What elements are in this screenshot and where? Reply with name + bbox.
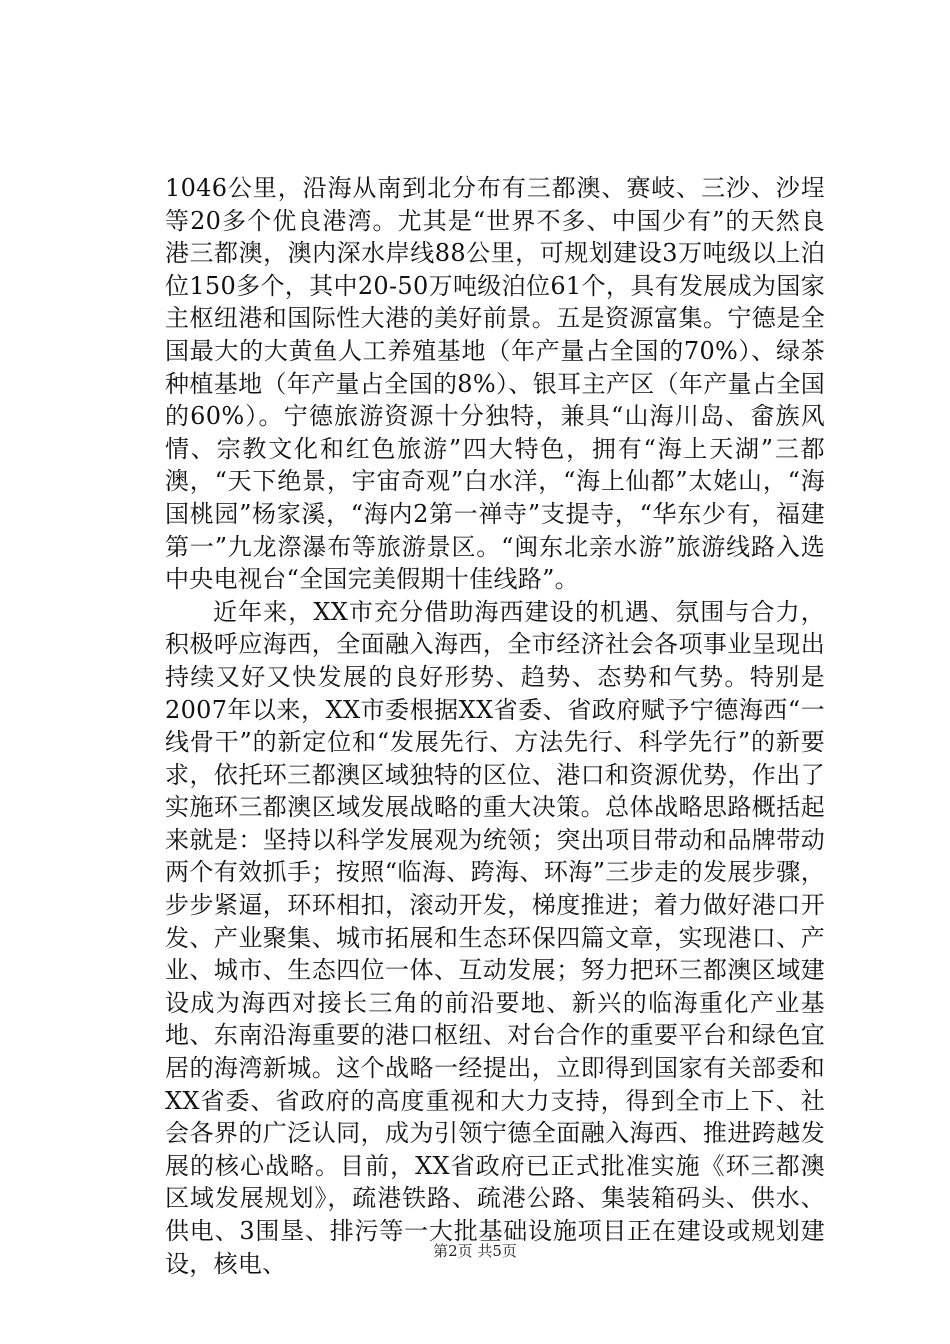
paragraph-2: 近年来，XX市充分借助海西建设的机遇、氛围与合力，积极呼应海西，全面融入海西，全市经济社会各项事业呈现出持续又好又快发展的良好形势、趋势、态势和气势。特别是2007年以来，XX市委根据XX省委、省政府赋予宁德海西“一线骨干”的新定位和“发展先行、方法先行、科学先行”的新要求，依托环三都澳区域独特的区位、港口和资源优势，作出了实施环三都澳区域发展战略的重大决策。总体战略思路概括起来就是：坚持以科学发展观为统领；突出项目带动和品牌带动两个有效抓手；按照“临海、跨海、环海”三步走的发展步骤，步步紧逼，环环相扣，滚动开发，梯度推进；着力做好港口开发、产业聚集、城市拓展和生态环保四篇文章，实现港口、产业、城市、生态四位一体、互动发展；努力把环三都澳区域建设成为海西对接长三角的前沿要地、新兴的临海重化产业基地、东南沿海重要的港口枢纽、对台合作的重要平台和绿色宜居的海湾新城。这个战略一经提出，立即得到国家有关部委和XX省委、省政府的高度重视和大力支持，得到全市上下、社会各界的广泛认同，成为引领宁德全面融入海西、推进跨越发展的核心战略。目前，XX省政府已正式批准实施《环三都澳区域发展规划》，疏港铁路、疏港公路、集装箱码头、供水、供电、3围垦、排污等一大批基础设施项目正在建设或规划建设，核电、 bbox=[165, 597, 825, 1278]
page-footer: 第2页 共5页 bbox=[433, 1242, 517, 1260]
paragraph-1: 1046公里，沿海从南到北分布有三都澳、赛岐、三沙、沙埕等20多个优良港湾。尤其是“世界不多、中国少有”的天然良港三都澳，澳内深水岸线88公里，可规划建设3万吨级以上泊位150多个，其中20-50万吨级泊位61个，具有发展成为国家主枢纽港和国际性大港的美好前景。五是资源富集。宁德是全国最大的大黄鱼人工养殖基地（年产量占全国的70%）、绿茶种植基地（年产量占全国的8%）、银耳主产区（年产量占全国的60%）。宁德旅游资源十分独特，兼具“山海川岛、畲族风情、宗教文化和红色旅游”四大特色，拥有“海上天湖”三都澳，“天下绝景，宇宙奇观”白水洋，“海上仙都”太姥山，“海国桃园”杨家溪，“海内2第一禅寺”支提寺，“华东少有，福建第一”九龙漈瀑布等旅游景区。“闽东北亲水游”旅游线路入选中央电视台“全国完美假期十佳线路”。 bbox=[165, 174, 825, 594]
document-body bbox=[165, 172, 825, 1280]
